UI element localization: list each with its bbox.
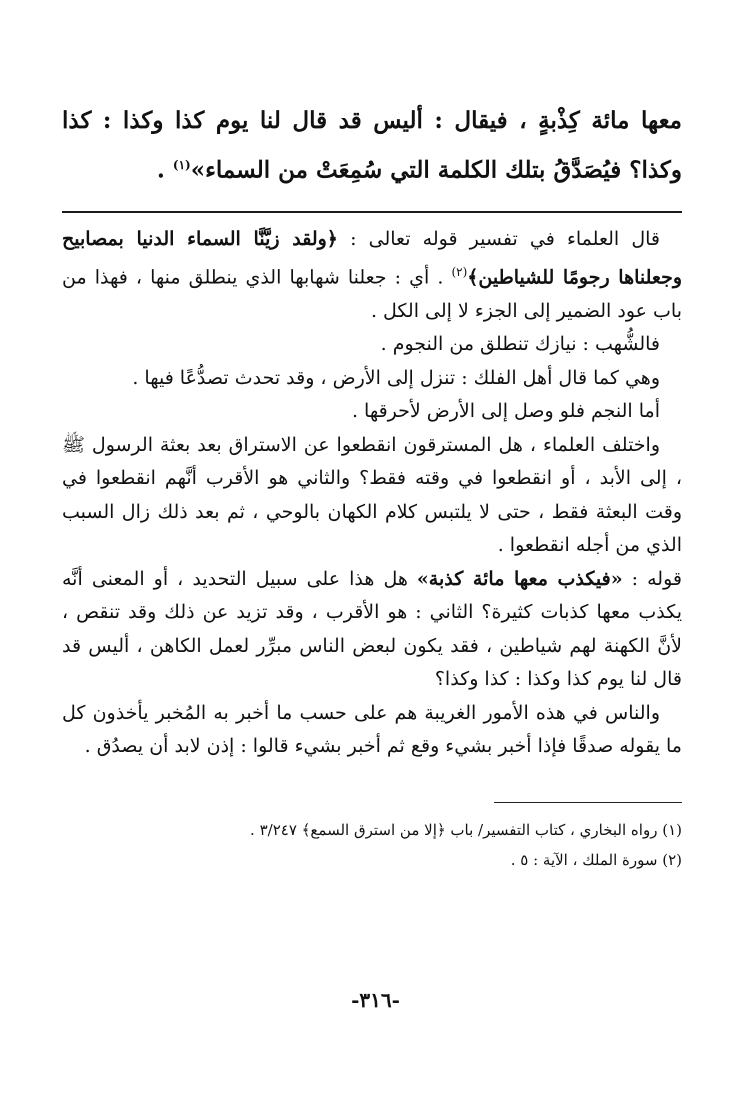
quran-verse: ﴿ولقد زيَّنَّا السماء الدنيا بمصابيح وجعلناها رجومًا للشياطين﴾ [62, 227, 682, 289]
paragraph-2: فالشُّهب : نيازك تنطلق من النجوم . [380, 333, 660, 356]
footnote-2 [62, 845, 682, 875]
paragraph-1 [62, 223, 682, 329]
footnote-number: (١) [662, 820, 682, 839]
footnote-divider [494, 802, 682, 803]
page-content [62, 98, 682, 875]
footnote-text: رواه البخاري ، كتاب التفسير/ باب ﴿إلا من استرق السمع﴾ ٣/٢٤٧ . [250, 820, 658, 839]
paragraph-5: واختلف العلماء ، هل المسترقون انقطعوا عن الاستراق بعد بعثة الرسول ﷺ ، إلى الأبد ، أو انقطعوا في وقته فقط؟ والثاني هو الأقرب أنَّهم انقطعوا في وقت البعثة فقط ، حتى لا يلتبس كلام الكهان بالوحي ، ثم بعد ذلك زال السبب الذي من أجله انقطعوا . [62, 433, 682, 557]
hadith-text [62, 98, 682, 193]
paragraph-6 [62, 563, 682, 697]
page-number: -٣١٦- [351, 988, 400, 1012]
paragraph-3: وهي كما قال أهل الفلك : تنزل إلى الأرض ، وقد تحدث تصدُّعًا فيها . [132, 366, 660, 389]
hadith-quote: «فيكذب معها مائة كذبة» [416, 567, 623, 590]
footnote-ref-1[interactable]: (١) [172, 158, 191, 172]
footnote-number: (٢) [662, 850, 682, 869]
footnote-text: سورة الملك ، الآية : ٥ . [510, 850, 658, 869]
paragraph-1-body: . أي : جعلنا شهابها الذي ينطلق منها ، فهذا من باب عود الضمير إلى الجزء لا إلى الكل . [62, 266, 682, 322]
paragraph-6-intro: قوله : [622, 567, 682, 590]
footnote-ref-2[interactable]: (٢) [451, 265, 468, 280]
section-divider [62, 211, 682, 213]
paragraph-1-intro: قال العلماء في تفسير قوله تعالى : [337, 227, 660, 250]
footnote-1 [62, 815, 682, 845]
hadith-end: . [156, 156, 173, 184]
paragraph-4: أما النجم فلو وصل إلى الأرض لأحرقها . [351, 400, 660, 423]
paragraph-6-body: هل هذا على سبيل التحديد ، أو المعنى أنَّه يكذب معها كذبات كثيرة؟ الثاني : هو الأقرب ، وقد تزيد عن ذلك وقد تنقص ، لأنَّ الكهنة لهم شياطين ، فقد يكون لبعض الناس مبرِّر لعمل الكاهن ، أليس قد قال لنا يوم كذا وكذا : كذا وكذا؟ [62, 567, 682, 691]
paragraph-7: والناس في هذه الأمور الغريبة هم على حسب ما أخبر به المُخبر يأخذون كل ما يقوله صدقًا فإذا أخبر بشيء وقع ثم أخبر بشيء قالوا : إذن لابد أن يصدُق . [62, 701, 682, 758]
hadith-main: معها مائة كِذْبةٍ ، فيقال : أليس قد قال لنا يوم كذا وكذا : كذا وكذا؟ فيُصَدَّقُ بتلك الكلمة التي سُمِعَتْ من السماء» [62, 107, 682, 184]
